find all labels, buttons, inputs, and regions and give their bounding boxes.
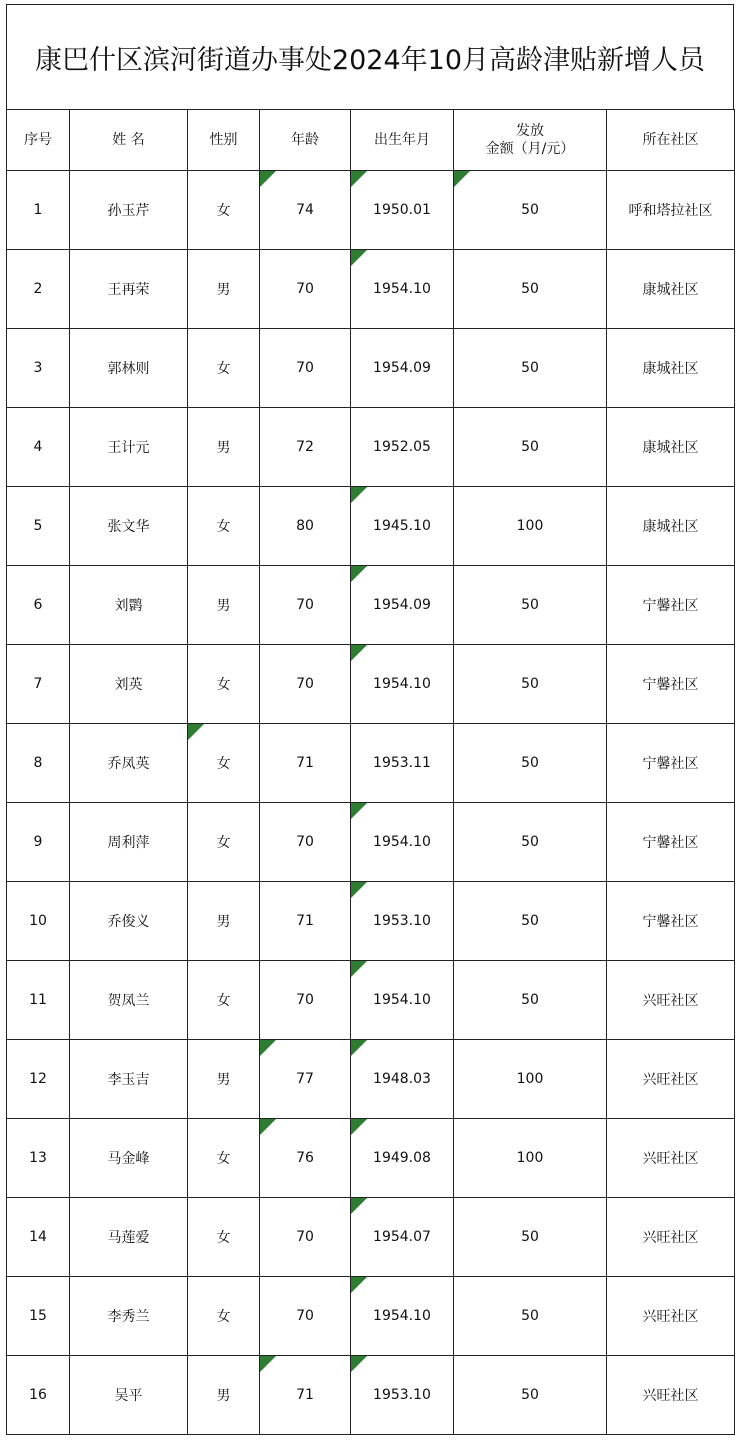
header-index: 序号 <box>7 110 70 171</box>
table-row <box>7 645 735 724</box>
cell-age: 70 <box>260 250 351 329</box>
cell-amount: 50 <box>454 645 607 724</box>
subsidy-table <box>6 109 735 1435</box>
cell-name: 张文华 <box>70 487 188 566</box>
cell-name: 乔俊义 <box>70 882 188 961</box>
cell-birth: 1953.11 <box>351 724 454 803</box>
cell-birth: 1954.07 <box>351 1198 454 1277</box>
cell-age: 77 <box>260 1040 351 1119</box>
cell-birth: 1953.10 <box>351 882 454 961</box>
cell-name: 乔凤英 <box>70 724 188 803</box>
cell-index: 5 <box>7 487 70 566</box>
cell-community: 兴旺社区 <box>607 1198 735 1277</box>
cell-name: 贺凤兰 <box>70 961 188 1040</box>
cell-age: 76 <box>260 1119 351 1198</box>
cell-gender: 女 <box>188 645 260 724</box>
cell-gender: 女 <box>188 171 260 250</box>
cell-age: 71 <box>260 724 351 803</box>
cell-index: 6 <box>7 566 70 645</box>
header-amount-line2: 金额（月/元） <box>485 141 575 157</box>
cell-index: 11 <box>7 961 70 1040</box>
cell-amount: 100 <box>454 487 607 566</box>
cell-gender: 男 <box>188 250 260 329</box>
cell-community: 宁馨社区 <box>607 645 735 724</box>
cell-birth: 1953.10 <box>351 1356 454 1435</box>
cell-amount: 50 <box>454 724 607 803</box>
cell-amount: 50 <box>454 566 607 645</box>
table-row <box>7 408 735 487</box>
cell-name: 李秀兰 <box>70 1277 188 1356</box>
cell-amount: 50 <box>454 882 607 961</box>
header-age: 年龄 <box>260 110 351 171</box>
header-gender: 性别 <box>188 110 260 171</box>
table-row <box>7 1040 735 1119</box>
cell-age: 80 <box>260 487 351 566</box>
cell-gender: 女 <box>188 1198 260 1277</box>
header-community: 所在社区 <box>607 110 735 171</box>
table-row <box>7 724 735 803</box>
cell-name: 吴平 <box>70 1356 188 1435</box>
cell-community: 兴旺社区 <box>607 1040 735 1119</box>
cell-birth: 1948.03 <box>351 1040 454 1119</box>
table-row <box>7 1198 735 1277</box>
cell-index: 8 <box>7 724 70 803</box>
cell-community: 康城社区 <box>607 408 735 487</box>
cell-gender: 女 <box>188 1119 260 1198</box>
table-row <box>7 882 735 961</box>
table-row <box>7 803 735 882</box>
cell-age: 70 <box>260 961 351 1040</box>
cell-community: 康城社区 <box>607 250 735 329</box>
cell-community: 宁馨社区 <box>607 566 735 645</box>
cell-index: 15 <box>7 1277 70 1356</box>
cell-birth: 1954.10 <box>351 1277 454 1356</box>
cell-amount: 50 <box>454 1198 607 1277</box>
cell-index: 10 <box>7 882 70 961</box>
cell-gender: 女 <box>188 329 260 408</box>
cell-age: 70 <box>260 1277 351 1356</box>
cell-gender: 男 <box>188 408 260 487</box>
header-name: 姓 名 <box>70 110 188 171</box>
table-row <box>7 250 735 329</box>
cell-name: 刘英 <box>70 645 188 724</box>
cell-age: 72 <box>260 408 351 487</box>
table-row <box>7 171 735 250</box>
cell-amount: 100 <box>454 1119 607 1198</box>
cell-birth: 1945.10 <box>351 487 454 566</box>
cell-amount: 50 <box>454 1356 607 1435</box>
cell-community: 兴旺社区 <box>607 1119 735 1198</box>
cell-name: 马莲爱 <box>70 1198 188 1277</box>
cell-age: 70 <box>260 803 351 882</box>
cell-gender: 女 <box>188 1277 260 1356</box>
table-row <box>7 487 735 566</box>
cell-age: 70 <box>260 1198 351 1277</box>
cell-gender: 女 <box>188 487 260 566</box>
cell-age: 70 <box>260 566 351 645</box>
cell-amount: 50 <box>454 961 607 1040</box>
cell-gender: 女 <box>188 961 260 1040</box>
cell-age: 70 <box>260 645 351 724</box>
cell-birth: 1954.10 <box>351 961 454 1040</box>
cell-name: 王计元 <box>70 408 188 487</box>
cell-amount: 50 <box>454 250 607 329</box>
table-row <box>7 1356 735 1435</box>
cell-birth: 1954.09 <box>351 566 454 645</box>
table-row <box>7 1119 735 1198</box>
table-row <box>7 566 735 645</box>
cell-age: 74 <box>260 171 351 250</box>
cell-name: 李玉吉 <box>70 1040 188 1119</box>
cell-index: 14 <box>7 1198 70 1277</box>
cell-index: 9 <box>7 803 70 882</box>
cell-index: 16 <box>7 1356 70 1435</box>
cell-amount: 100 <box>454 1040 607 1119</box>
cell-community: 宁馨社区 <box>607 882 735 961</box>
cell-age: 71 <box>260 1356 351 1435</box>
table-body <box>7 171 735 1435</box>
cell-gender: 女 <box>188 724 260 803</box>
cell-amount: 50 <box>454 329 607 408</box>
cell-index: 7 <box>7 645 70 724</box>
table-row <box>7 961 735 1040</box>
cell-name: 郭林则 <box>70 329 188 408</box>
cell-age: 70 <box>260 329 351 408</box>
cell-community: 宁馨社区 <box>607 724 735 803</box>
cell-index: 3 <box>7 329 70 408</box>
cell-amount: 50 <box>454 1277 607 1356</box>
cell-community: 宁馨社区 <box>607 803 735 882</box>
cell-community: 兴旺社区 <box>607 1356 735 1435</box>
cell-name: 刘鹮 <box>70 566 188 645</box>
header-amount-line1: 发放 <box>516 123 544 139</box>
cell-birth: 1950.01 <box>351 171 454 250</box>
table-row <box>7 1277 735 1356</box>
cell-age: 71 <box>260 882 351 961</box>
page-title: 康巴什区滨河街道办事处2024年10月高龄津贴新增人员 <box>6 4 734 109</box>
cell-gender: 男 <box>188 1356 260 1435</box>
cell-community: 康城社区 <box>607 487 735 566</box>
cell-birth: 1954.10 <box>351 645 454 724</box>
cell-birth: 1954.10 <box>351 250 454 329</box>
table-row <box>7 329 735 408</box>
cell-community: 兴旺社区 <box>607 961 735 1040</box>
header-amount <box>454 110 607 171</box>
cell-community: 兴旺社区 <box>607 1277 735 1356</box>
cell-index: 12 <box>7 1040 70 1119</box>
cell-gender: 女 <box>188 803 260 882</box>
cell-birth: 1949.08 <box>351 1119 454 1198</box>
cell-index: 1 <box>7 171 70 250</box>
cell-name: 马金峰 <box>70 1119 188 1198</box>
header-row <box>7 110 735 171</box>
cell-index: 13 <box>7 1119 70 1198</box>
cell-gender: 男 <box>188 1040 260 1119</box>
cell-amount: 50 <box>454 408 607 487</box>
header-birth: 出生年月 <box>351 110 454 171</box>
cell-amount: 50 <box>454 803 607 882</box>
document-sheet <box>6 4 734 1435</box>
cell-community: 呼和塔拉社区 <box>607 171 735 250</box>
cell-name: 孙玉芹 <box>70 171 188 250</box>
cell-name: 周利萍 <box>70 803 188 882</box>
cell-index: 4 <box>7 408 70 487</box>
cell-birth: 1954.09 <box>351 329 454 408</box>
cell-index: 2 <box>7 250 70 329</box>
cell-community: 康城社区 <box>607 329 735 408</box>
cell-gender: 男 <box>188 882 260 961</box>
cell-birth: 1952.05 <box>351 408 454 487</box>
cell-gender: 男 <box>188 566 260 645</box>
cell-amount: 50 <box>454 171 607 250</box>
cell-birth: 1954.10 <box>351 803 454 882</box>
cell-name: 王再荣 <box>70 250 188 329</box>
